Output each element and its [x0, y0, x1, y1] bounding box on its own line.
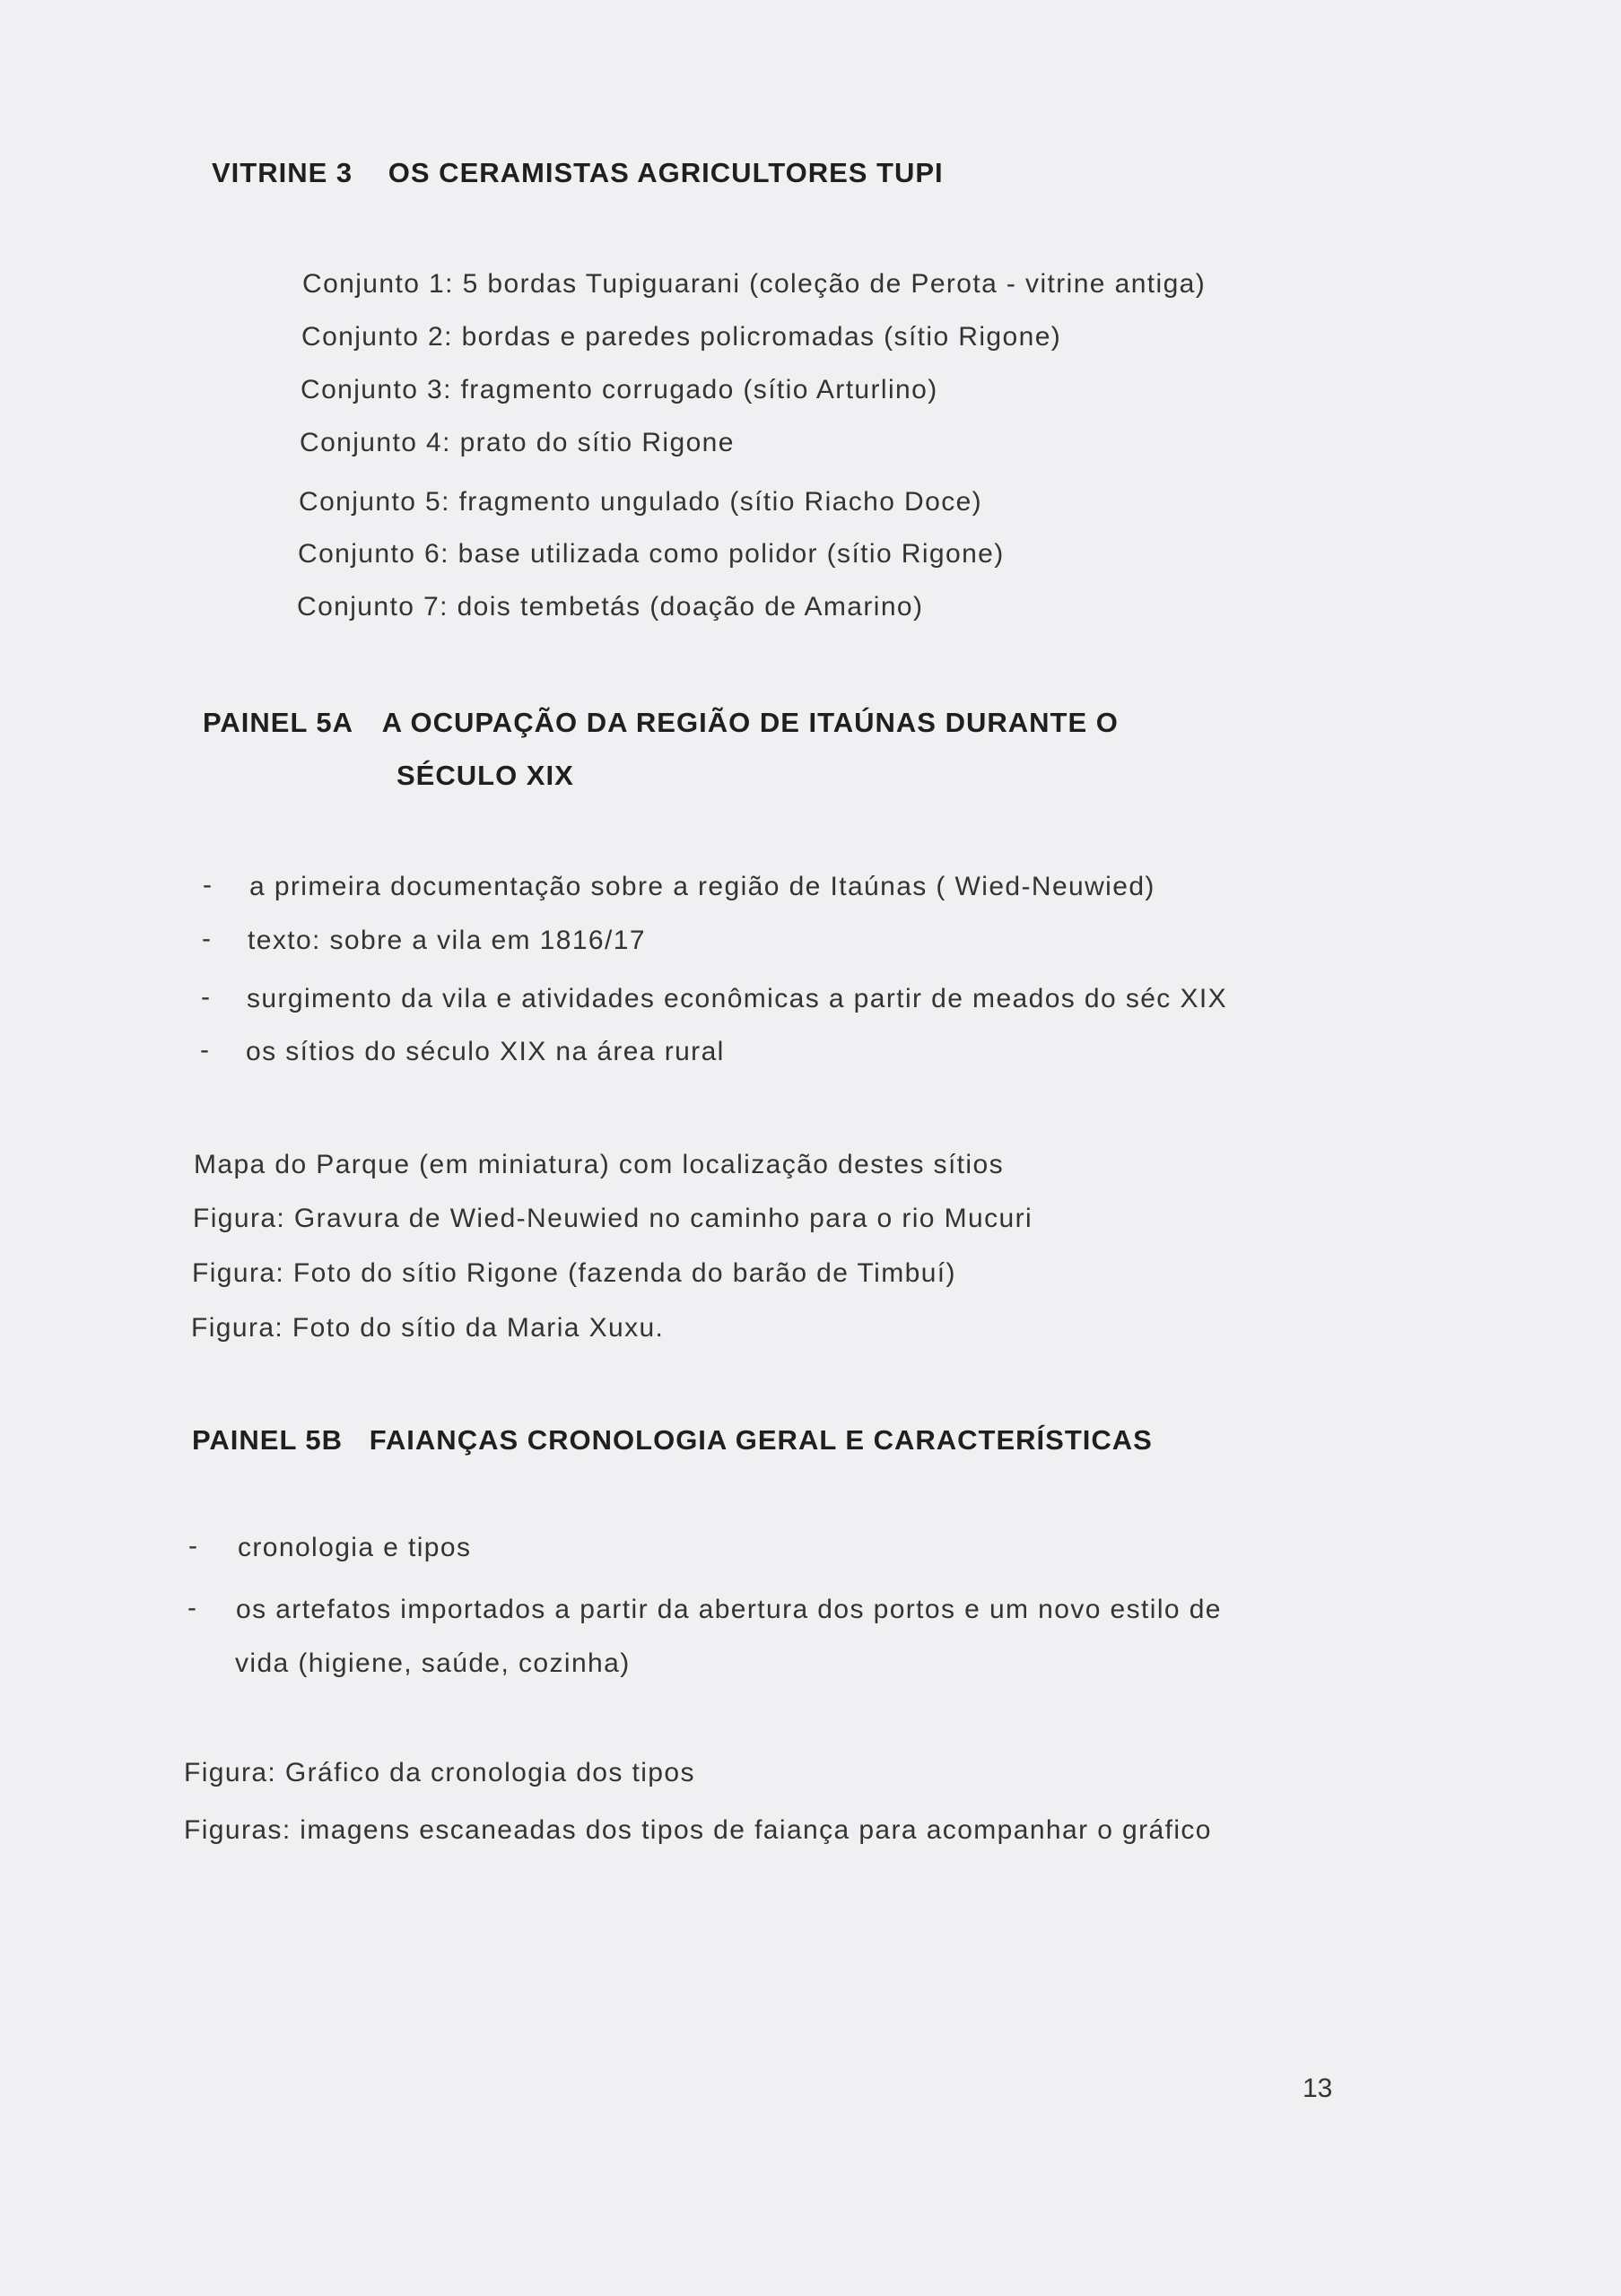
painel5b-title: FAIANÇAS CRONOLOGIA GERAL E CARACTERÍSTICAS: [369, 1424, 1153, 1456]
painel5a-bullet: surgimento da vila e atividades econômicas a partir de meados do séc XIX: [247, 984, 1227, 1013]
painel5a-note: Figura: Foto do sítio Rigone (fazenda do barão de Timbuí): [192, 1258, 956, 1288]
painel5a-note: Figura: Gravura de Wied-Neuwied no caminho para o rio Mucuri: [193, 1204, 1033, 1233]
bullet-dash: -: [203, 870, 212, 900]
painel5a-code: PAINEL 5A: [203, 707, 354, 738]
vitrine3-item: Conjunto 1: 5 bordas Tupiguarani (coleção de Perota - vitrine antiga): [302, 269, 1207, 299]
painel5b-bullet: cronologia e tipos: [238, 1533, 472, 1562]
painel5a-title-line1: A OCUPAÇÃO DA REGIÃO DE ITAÚNAS DURANTE O: [381, 707, 1119, 738]
painel5b-bullet-continuation: vida (higiene, saúde, cozinha): [235, 1648, 631, 1678]
bullet-dash: -: [187, 1593, 196, 1622]
painel5a-note: Mapa do Parque (em miniatura) com localização destes sítios: [194, 1150, 1004, 1179]
painel5b-code: PAINEL 5B: [192, 1424, 344, 1456]
painel5b-note: Figuras: imagens escaneadas dos tipos de faiança para acompanhar o gráfico: [184, 1815, 1212, 1845]
vitrine3-item: Conjunto 7: dois tembetás (doação de Amarino): [297, 592, 924, 622]
painel5b-bullet: os artefatos importados a partir da abertura dos portos e um novo estilo de: [236, 1595, 1222, 1624]
painel5a-note: Figura: Foto do sítio da Maria Xuxu.: [191, 1313, 665, 1343]
painel5a-heading: [203, 707, 1119, 739]
vitrine3-item: Conjunto 6: base utilizada como polidor (sítio Rigone): [298, 539, 1005, 569]
painel5a-bullet: os sítios do século XIX na área rural: [246, 1037, 725, 1066]
painel5a-title-line2: SÉCULO XIX: [397, 760, 574, 791]
vitrine3-item: Conjunto 2: bordas e paredes policromadas (sítio Rigone): [301, 322, 1062, 352]
vitrine3-item: Conjunto 4: prato do sítio Rigone: [300, 428, 735, 457]
page-number: 13: [1303, 2074, 1333, 2103]
bullet-dash: -: [188, 1531, 197, 1561]
painel5b-note: Figura: Gráfico da cronologia dos tipos: [184, 1758, 695, 1787]
vitrine3-item: Conjunto 3: fragmento corrugado (sítio Arturlino): [301, 375, 938, 404]
bullet-dash: -: [201, 982, 210, 1012]
bullet-dash: -: [202, 924, 211, 953]
vitrine3-title: OS CERAMISTAS AGRICULTORES TUPI: [388, 157, 944, 188]
vitrine3-code: VITRINE 3: [212, 157, 353, 188]
painel5a-bullet: a primeira documentação sobre a região de Itaúnas ( Wied-Neuwied): [249, 872, 1155, 901]
bullet-dash: -: [200, 1035, 209, 1065]
vitrine3-item: Conjunto 5: fragmento ungulado (sítio Riacho Doce): [299, 487, 983, 517]
painel5b-heading: [192, 1424, 1153, 1457]
painel5a-bullet: texto: sobre a vila em 1816/17: [248, 926, 646, 955]
vitrine3-heading: [212, 157, 944, 189]
